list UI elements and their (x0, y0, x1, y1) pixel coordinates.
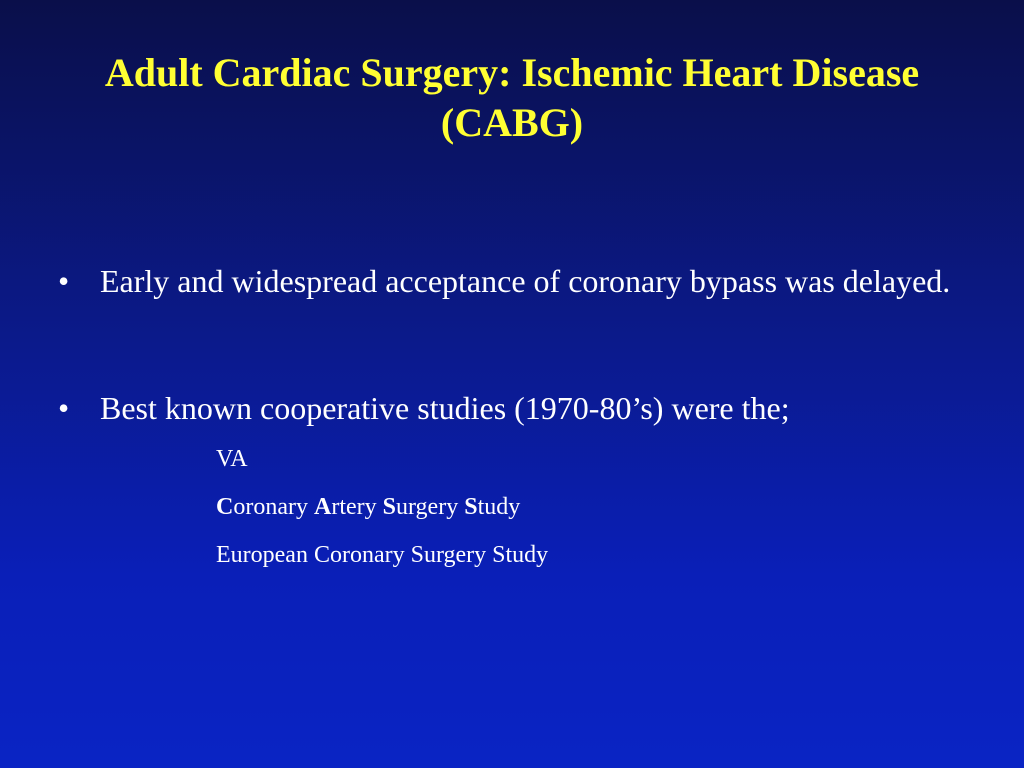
bullet-text: Best known cooperative studies (1970-80’s) were the; (100, 390, 790, 426)
study-list (100, 435, 978, 579)
bullet-icon: • (58, 263, 70, 299)
cass-initial-c: C (216, 494, 234, 520)
cass-word-artery: rtery (331, 494, 383, 520)
bullet-item (58, 383, 978, 579)
cass-initial-s2: S (464, 494, 478, 520)
bullet-icon: • (58, 390, 70, 426)
bullet-text: Early and widespread acceptance of coronary bypass was delayed. (100, 263, 951, 299)
bullet-list (58, 256, 978, 579)
cass-word-coronary: oronary (233, 494, 314, 520)
study-va: VA (216, 446, 248, 472)
study-ecss: European Coronary Surgery Study (216, 542, 549, 568)
bullet-item (58, 256, 978, 306)
slide-title: Adult Cardiac Surgery: Ischemic Heart Disease (CABG) (104, 50, 920, 145)
cass-word-surgery: urgery (396, 494, 465, 520)
cass-initial-a: A (313, 494, 332, 520)
cass-initial-s1: S (382, 494, 396, 520)
study-cass (216, 483, 978, 531)
cass-word-study: tudy (477, 494, 521, 520)
